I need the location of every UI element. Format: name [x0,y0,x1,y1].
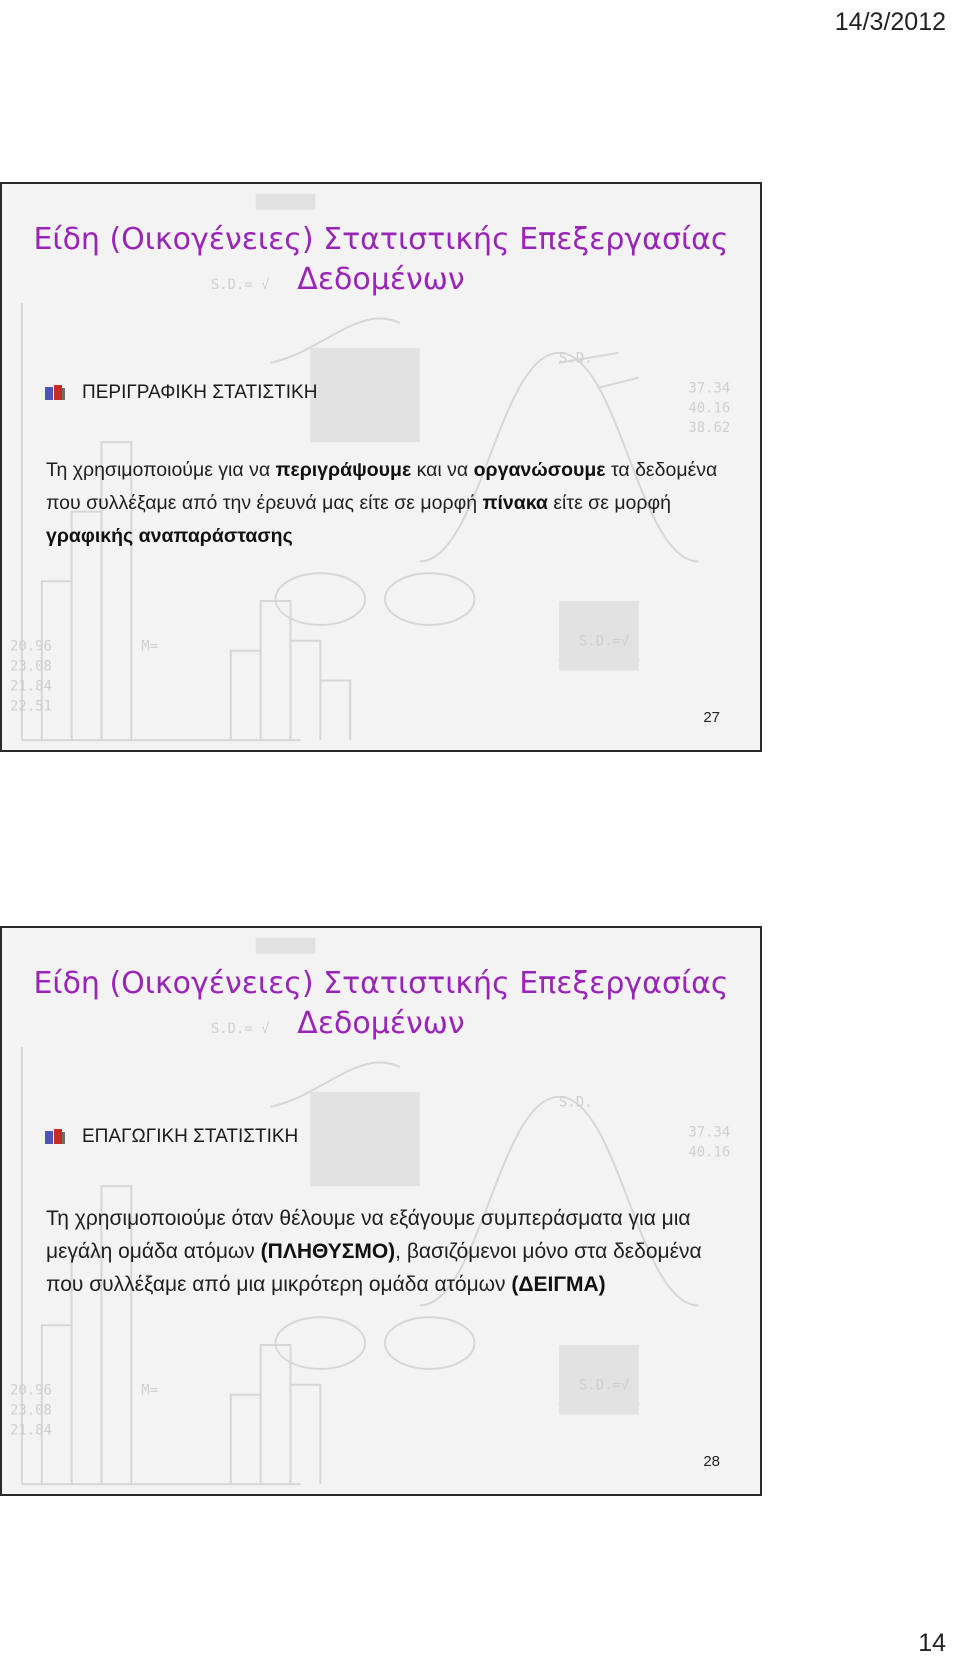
slide-body-text: Τη χρησιμοποιούμε όταν θέλουμε να εξάγουμε συμπεράσματα για μια μεγάλη ομάδα ατόμων (ΠΛΗΘΥΣΜΟ), βασιζόμενοι μόνο στα δεδομένα που συλλέξαμε από μια μικρότερη ομάδα ατόμων (ΔΕΙΓΜΑ) [46,1207,702,1296]
svg-text:S.D.: S.D. [559,350,593,367]
svg-text:20.96: 20.96 [9,638,52,655]
svg-text:S.D.= √: S.D.= √ [210,1021,270,1038]
slide-27 [0,182,762,752]
slide-title: Είδη (Οικογένειες) Στατιστικής Επεξεργασίας Δεδομένων [33,222,729,297]
svg-text:S.D.= √: S.D.= √ [210,277,270,294]
svg-text:40.16: 40.16 [688,400,731,417]
bullet-heading [44,382,317,404]
page-number: 14 [918,1629,946,1657]
page-date: 14/3/2012 [834,8,946,36]
slide-number: 28 [703,1453,720,1470]
book-bullet-icon [44,384,66,402]
svg-text:M=: M= [141,638,159,655]
slide-title: Είδη (Οικογένειες) Στατιστικής Επεξεργασίας Δεδομένων [33,966,729,1041]
svg-text:23.08: 23.08 [9,658,52,675]
bullet-heading [44,1126,298,1148]
svg-text:21.84: 21.84 [9,678,52,695]
slide-number: 27 [703,709,720,726]
bullet-label: ΠΕΡΙΓΡΑΦΙΚΗ ΣΤΑΤΙΣΤΙΚΗ [82,382,318,403]
book-bullet-icon [44,1128,66,1146]
svg-text:38.62: 38.62 [688,420,731,437]
svg-text:S.D.=√: S.D.=√ [578,633,630,650]
slide-body-text: Τη χρησιμοποιούμε για να περιγράψουμε και να οργανώσουμε τα δεδομένα που συλλέξαμε από την έρευνά μας είτε σε μορφή πίνακα είτε σε μορφή γραφικής αναπαράστασης [46,459,718,547]
svg-text:22.51: 22.51 [9,698,52,715]
svg-text:40.16: 40.16 [688,1144,731,1161]
svg-text:S.D.: S.D. [559,1094,593,1111]
slide-28 [0,926,762,1496]
svg-text:21.84: 21.84 [9,1422,52,1439]
bullet-label: ΕΠΑΓΩΓΙΚΗ ΣΤΑΤΙΣΤΙΚΗ [82,1126,299,1147]
svg-text:M=: M= [141,1382,159,1399]
svg-text:20.96: 20.96 [9,1382,52,1399]
svg-text:S.D.=√: S.D.=√ [578,1377,630,1394]
svg-text:37.34: 37.34 [688,380,731,397]
svg-text:37.34: 37.34 [688,1124,731,1141]
svg-text:23.08: 23.08 [9,1402,52,1419]
